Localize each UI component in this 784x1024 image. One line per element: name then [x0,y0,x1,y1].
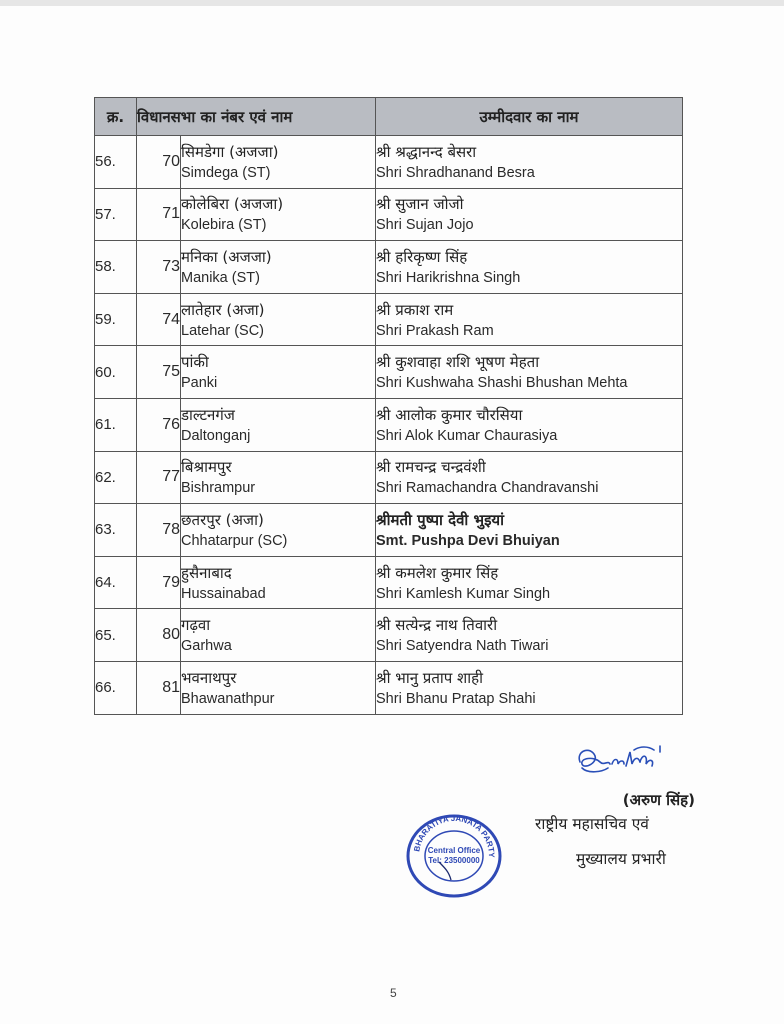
constituency-name [181,136,376,189]
table-row [95,346,683,399]
candidate-name-english: Shri Shradhanand Besra [376,164,535,181]
constituency-name [181,661,376,714]
candidate-name-hindi: श्री श्रद्धानन्द बेसरा [376,142,477,161]
table-row [95,293,683,346]
serial-number: 64. [95,556,137,609]
table-row [95,661,683,714]
handwritten-signature [574,742,664,784]
candidate-name [376,346,683,399]
candidate-name-hindi: श्री रामचन्द्र चन्द्रवंशी [376,458,486,477]
candidate-name-hindi: श्री हरिकृष्ण सिंह [376,247,468,266]
candidate-name-english: Shri Alok Kumar Chaurasiya [376,427,558,444]
serial-number: 56. [95,136,137,189]
table-row [95,556,683,609]
page-number: 5 [390,986,397,1000]
signatory-designation-line2: मुख्यालय प्रभारी [576,850,666,868]
candidate-name-hindi: श्री आलोक कुमार चौरसिया [376,405,523,424]
candidate-table [94,97,683,715]
constituency-name-hindi: पांकी [181,353,209,372]
constituency-number: 73 [137,241,181,294]
table-row [95,241,683,294]
constituency-name-english: Kolebira (ST) [181,217,267,234]
table-row [95,188,683,241]
constituency-name [181,451,376,504]
constituency-name-hindi: मनिका (अजजा) [181,247,272,266]
stamp-center-line1: Central Office [427,846,481,855]
constituency-name-english: Latehar (SC) [181,322,265,339]
constituency-number: 75 [137,346,181,399]
candidate-name [376,136,683,189]
header-constituency: विधानसभा का नंबर एवं नाम [137,98,376,136]
constituency-name-english: Manika (ST) [181,269,260,286]
candidate-name [376,188,683,241]
top-edge-band [0,0,784,6]
stamp-ring-text: BHARATIYA JANATA PARTY [412,813,497,858]
candidate-name-english: Shri Harikrishna Singh [376,269,521,286]
candidate-name [376,241,683,294]
constituency-number: 76 [137,398,181,451]
table-row [95,451,683,504]
table-row [95,609,683,662]
constituency-name-hindi: लातेहार (अजा) [181,300,265,319]
header-serial: क्र. [95,98,137,136]
party-office-stamp [405,810,503,898]
table-row [95,398,683,451]
constituency-number: 77 [137,451,181,504]
constituency-name-hindi: सिमडेगा (अजजा) [181,142,279,161]
constituency-name-hindi: कोलेबिरा (अजजा) [181,195,284,214]
serial-number: 57. [95,188,137,241]
stamp-center-line2: Tel: 23500000 [428,856,480,865]
constituency-name [181,188,376,241]
candidate-name [376,398,683,451]
serial-number: 65. [95,609,137,662]
constituency-name-hindi: हुसैनाबाद [181,563,232,582]
header-candidate: उम्मीदवार का नाम [376,98,683,136]
candidate-name-english: Shri Kamlesh Kumar Singh [376,585,551,602]
signatory-name: (अरुण सिंह) [622,791,695,809]
candidate-name-hindi: श्री प्रकाश राम [376,300,454,319]
candidate-name-english: Shri Prakash Ram [376,322,494,339]
constituency-name [181,293,376,346]
serial-number: 63. [95,504,137,557]
constituency-name-hindi: गढ़वा [181,616,211,635]
constituency-name-hindi: भवनाथपुर [181,668,237,687]
candidate-name [376,451,683,504]
candidate-name-hindi: श्री सत्येन्द्र नाथ तिवारी [376,616,498,635]
candidate-name-english: Shri Ramachandra Chandravanshi [376,480,599,497]
constituency-name-english: Daltonganj [181,427,251,444]
constituency-name [181,609,376,662]
constituency-name-english: Hussainabad [181,585,266,602]
candidate-name-english: Shri Bhanu Pratap Shahi [376,690,536,707]
constituency-number: 81 [137,661,181,714]
table-body [95,136,683,715]
candidate-name-hindi: श्रीमती पुष्पा देवी भुइयां [376,510,505,529]
constituency-number: 71 [137,188,181,241]
table-row [95,504,683,557]
candidate-name-hindi: श्री भानु प्रताप शाही [376,668,483,687]
constituency-number: 79 [137,556,181,609]
constituency-name [181,504,376,557]
constituency-number: 78 [137,504,181,557]
candidate-name [376,556,683,609]
constituency-name-english: Garhwa [181,638,232,655]
constituency-name [181,346,376,399]
constituency-name-hindi: डाल्टनगंज [181,405,235,424]
candidate-name [376,609,683,662]
serial-number: 58. [95,241,137,294]
candidate-name-hindi: श्री कुशवाहा शशि भूषण मेहता [376,353,540,372]
serial-number: 61. [95,398,137,451]
candidate-name-english: Shri Kushwaha Shashi Bhushan Mehta [376,375,628,392]
serial-number: 66. [95,661,137,714]
candidate-name-english: Smt. Pushpa Devi Bhuiyan [376,532,560,549]
constituency-number: 70 [137,136,181,189]
candidate-name-english: Shri Satyendra Nath Tiwari [376,638,549,655]
constituency-number: 74 [137,293,181,346]
candidate-name [376,661,683,714]
serial-number: 62. [95,451,137,504]
constituency-name-english: Chhatarpur (SC) [181,532,288,549]
constituency-name-english: Bishrampur [181,480,256,497]
candidate-name [376,293,683,346]
serial-number: 59. [95,293,137,346]
constituency-name-english: Bhawanathpur [181,690,275,707]
constituency-name [181,241,376,294]
signatory-designation-line1: राष्ट्रीय महासचिव एवं [535,815,649,833]
constituency-number: 80 [137,609,181,662]
constituency-name [181,556,376,609]
candidate-name-hindi: श्री सुजान जोजो [376,195,464,214]
table-header-row [95,98,683,136]
table-row [95,136,683,189]
candidate-name-english: Shri Sujan Jojo [376,217,474,234]
candidate-name-hindi: श्री कमलेश कुमार सिंह [376,563,499,582]
constituency-name [181,398,376,451]
constituency-name-english: Panki [181,375,218,392]
serial-number: 60. [95,346,137,399]
candidate-name [376,504,683,557]
constituency-name-hindi: छतरपुर (अजा) [181,510,264,529]
constituency-name-english: Simdega (ST) [181,164,271,181]
constituency-name-hindi: बिश्रामपुर [181,458,232,477]
